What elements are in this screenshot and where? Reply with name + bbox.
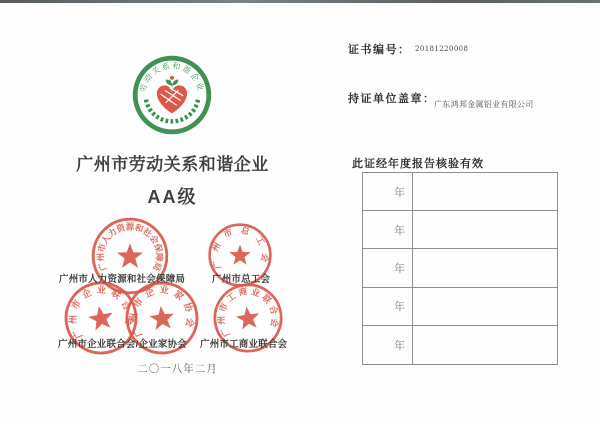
seal2-caption: 广州市总工会	[212, 274, 271, 285]
certificate-number-label: 证书编号：	[348, 44, 411, 56]
seal1-arc-text: 广州市人力资源和社会保障局	[95, 221, 165, 273]
table-row	[363, 249, 557, 287]
year-label-cell: 年	[363, 211, 413, 248]
certificate-number-value: 20181220008	[415, 45, 469, 53]
issue-date: 二〇一八年二月	[137, 363, 218, 375]
holder-stamp-label: 持证单位盖章：	[348, 93, 436, 105]
table-row	[363, 211, 557, 249]
year-label-cell: 年	[363, 326, 413, 364]
seal3-4-caption: 广州市企业联合会/企业家协会	[58, 339, 187, 350]
verification-empty-cell	[413, 288, 557, 325]
year-label-cell: 年	[363, 249, 413, 286]
year-label-cell: 年	[363, 173, 413, 210]
seal4-arc-text: 广州市企业家协会	[128, 284, 196, 339]
seal5-caption: 广州市工商业联合会	[200, 339, 288, 350]
seal1-caption: 广州市人力资源和社会保障局	[59, 274, 186, 285]
year-label-cell: 年	[363, 288, 413, 325]
table-row	[363, 326, 557, 364]
verification-empty-cell	[413, 326, 557, 364]
seal3-arc-text: 广州市企业联合会	[67, 284, 135, 341]
certificate-grade: AA级	[147, 187, 198, 207]
sprout-flower	[170, 76, 174, 80]
seal5-arc-text: 广州市工商业联合会	[216, 285, 281, 339]
logo-arc-text: 劳动关系和谐企业	[138, 61, 206, 94]
verification-empty-cell	[413, 173, 557, 210]
verification-empty-cell	[413, 211, 557, 248]
table-row	[363, 288, 557, 326]
scan-edge-artifact	[0, 0, 600, 3]
verification-empty-cell	[413, 249, 557, 286]
verification-heading: 此证经年度报告核验有效	[352, 158, 484, 170]
holder-company-name: 广东鸿邦金属铝业有限公司	[434, 100, 534, 109]
seal2-arc-text: 广州市总工会	[209, 224, 271, 271]
annual-verification-table	[362, 172, 558, 365]
table-row	[363, 173, 557, 211]
harmonious-enterprise-logo-icon	[132, 55, 212, 135]
certificate-title: 广州市劳动关系和谐企业	[76, 155, 269, 174]
